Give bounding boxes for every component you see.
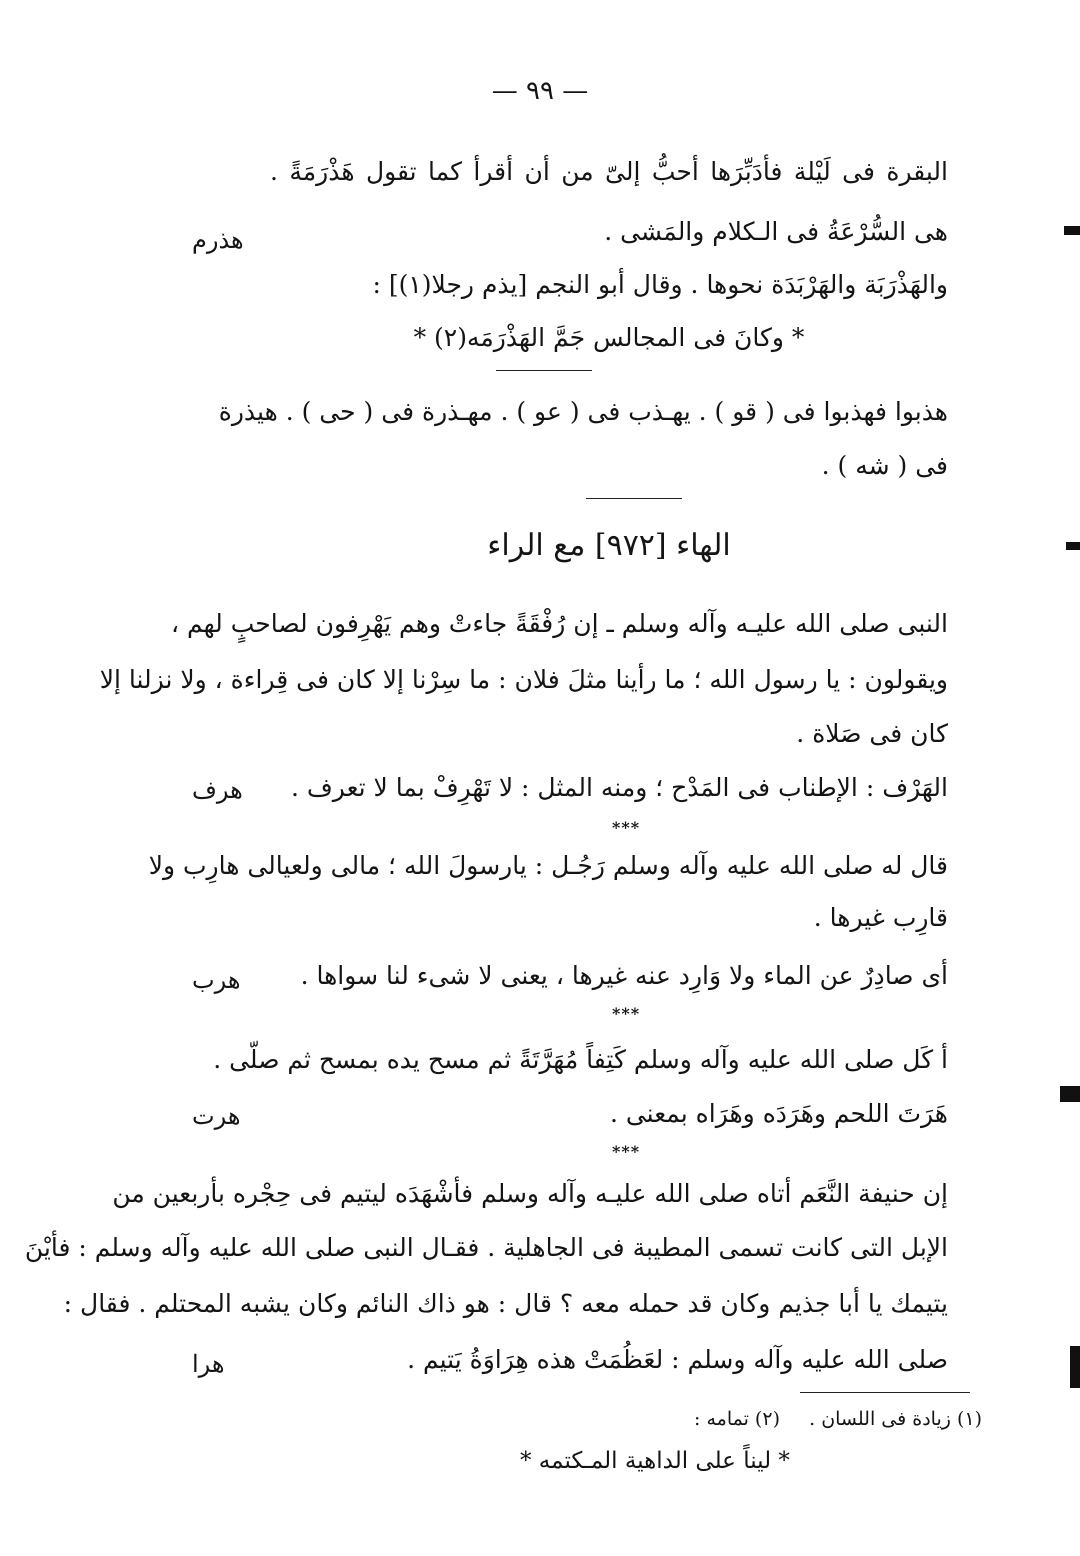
text-line: ويقولون : يا رسول الله ؛ ما رأينا مثلَ فلان : ما سِرْنا إلا كان فى قِراءة ، ولا نزلنا إلا (99, 665, 948, 694)
text-line: هَرَتَ اللحم وهَرَدَه وهَرَاه بمعنى . (609, 1099, 948, 1128)
text-line: قارِب غيرها . (813, 903, 948, 932)
short-rule (496, 370, 592, 371)
text-line: يتيمك يا أبا جذيم وكان قد حمله معه ؟ قال : هو ذاك النائم وكان يشبه المحتلم . فقال : (63, 1289, 948, 1318)
section-rule (586, 498, 682, 499)
text-line: هى السُّرْعَةُ فى الـكلام والمَشى . (604, 217, 948, 246)
text-line: هذبوا فهذبوا فى ( قو ) . يهـذب فى ( عو ) . مهـذرة فى ( حى ) . هيذرة (218, 397, 948, 426)
separator-stars: *** (612, 1142, 641, 1161)
margin-root-word: هرا (192, 1350, 225, 1378)
text-line: النبى صلى الله عليـه وآله وسلم ـ إن رُفْقَةً جاءتْ وهم يَهْرِفون لصاحبٍ لهم ، (171, 609, 948, 638)
footnote-1: (١) زيادة فى اللسان . (809, 1408, 982, 1430)
margin-root-word: هرت (192, 1102, 241, 1130)
footnote-2: (٢) تمامه : (694, 1408, 780, 1430)
verse-line: * وكانَ فى المجالس جَمَّ الهَذْرَمَه(٢) * (413, 323, 805, 352)
chapter-heading: الهاء [٩٧٢] مع الراء (487, 528, 731, 563)
margin-root-word: هذرم (192, 226, 244, 254)
text-line: أى صادِرٌ عن الماء ولا وَارِد عنه غيرها ، يعنى لا شىء لنا سواها . (300, 961, 948, 990)
separator-stars: *** (612, 818, 641, 837)
text-line: إن حنيفة النَّعَم أتاه صلى الله عليـه وآله وسلم فأشْهَدَه ليتيم فى حِجْره بأربعين من (112, 1179, 948, 1208)
scan-mark (1070, 1346, 1080, 1388)
margin-root-word: هرف (192, 776, 243, 804)
page-number: — ٩٩ — (491, 76, 589, 106)
text-line: قال له صلى الله عليه وآله وسلم رَجُـل : يارسولَ الله ؛ مالى ولعيالى هارِب ولا (148, 851, 948, 880)
text-line: كان فى صَلاة . (796, 719, 948, 748)
separator-stars: *** (612, 1004, 641, 1023)
scan-mark (1064, 226, 1080, 235)
text-line: فى ( شه ) . (821, 451, 948, 480)
scan-mark (1060, 1086, 1080, 1102)
text-line: الإبل التى كانت تسمى المطيبة فى الجاهلية . فقـال النبى صلى الله عليه وآله وسلم : فأيْنَ (24, 1233, 948, 1262)
margin-root-word: هرب (192, 966, 241, 994)
footnote-verse: * ليناً على الداهية المـكتمه * (520, 1448, 790, 1474)
text-line: والهَذْرَبَة والهَرْبَدَة نحوها . وقال أبو النجم [يذم رجلا(١)] : (372, 270, 948, 299)
text-line: صلى الله عليه وآله وسلم : لعَظُمَتْ هذه هِرَاوَةُ يَتيم . (407, 1345, 948, 1374)
scan-mark (1066, 542, 1080, 550)
text-line: أ كَل صلى الله عليه وآله وسلم كَتِفاً مُهَرَّتَةً ثم مسح يده بمسح ثم صلّى . (213, 1045, 948, 1074)
footnote-rule (800, 1392, 970, 1393)
text-line: البقرة فى لَيْلة فأدَبِّرَها أحبُّ إلىّ من أن أقرأ كما تقول هَذْرَمَةً . (270, 157, 948, 186)
text-line: الهَرْف : الإطناب فى المَدْح ؛ ومنه المثل : لا تَهْرِفْ بما لا تعرف . (290, 773, 948, 802)
